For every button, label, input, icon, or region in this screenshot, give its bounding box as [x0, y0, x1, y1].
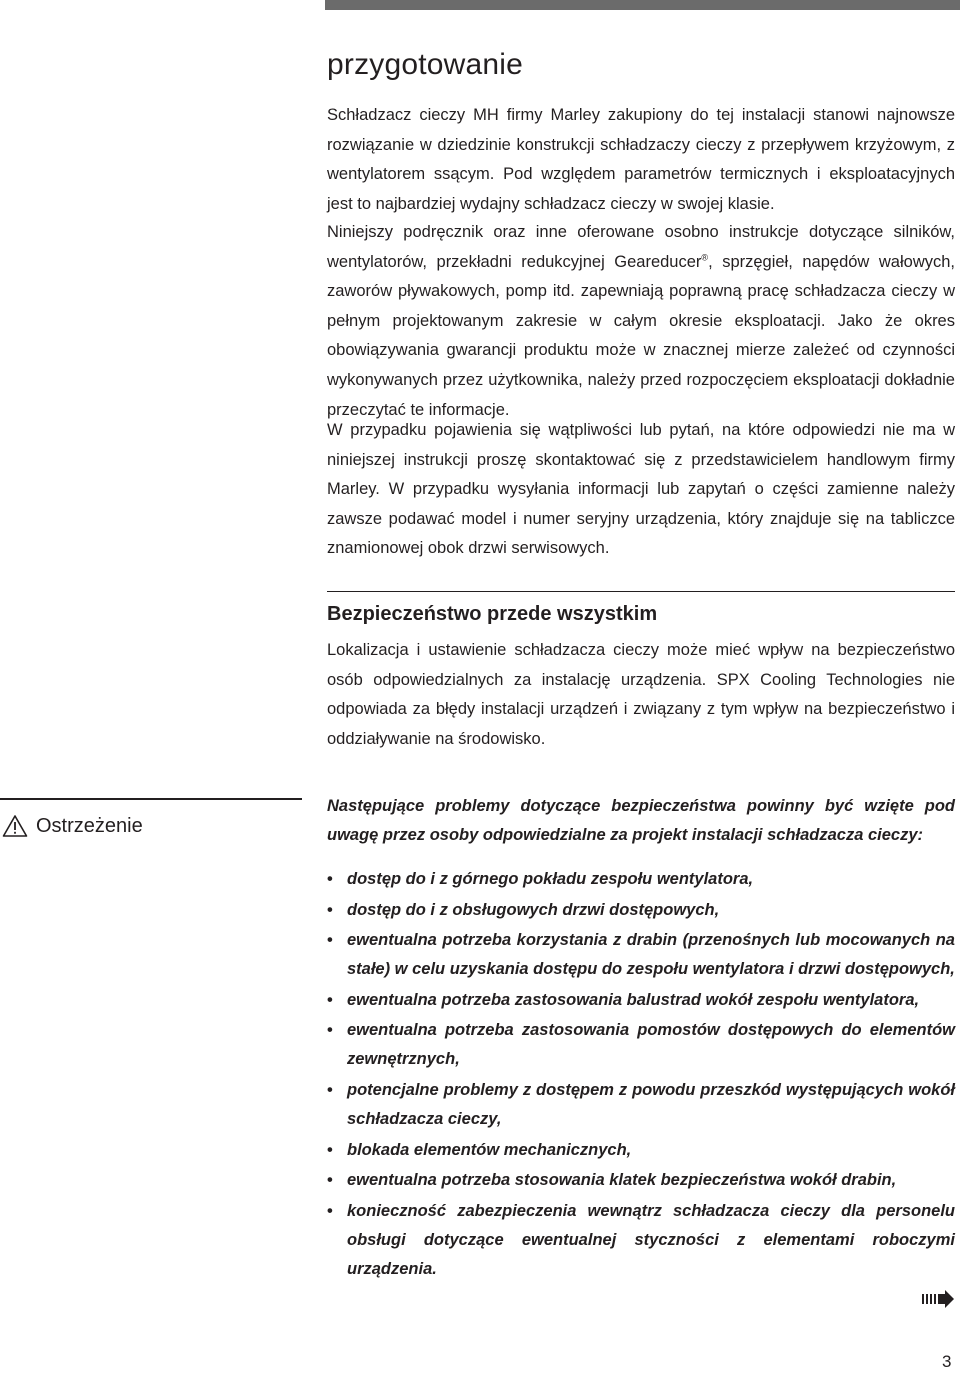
header-bar [325, 0, 960, 10]
list-item-text: blokada elementów mechanicznych, [347, 1140, 632, 1159]
bullet: • [327, 900, 333, 919]
list-item [327, 1197, 955, 1284]
warning-list [327, 865, 955, 1285]
safety-text: Lokalizacja i ustawienie schładzacza cieczy może mieć wpływ na bezpieczeństwo osób odpowiedzialnych za instalację urządzenia. SPX Cooling Technologies nie odpowiada za błędy instalacji urządzeń i związany z tym wpływ na bezpieczeństwo i oddziaływanie na środowisko. [327, 641, 955, 748]
list-item [327, 1136, 955, 1165]
intro-paragraph-3 [327, 416, 955, 564]
intro-text-3: W przypadku pojawienia się wątpliwości lub pytań, na które odpowiedzi nie ma w niniejszej instrukcji proszę skontaktować się z przedstawicielem handlowym firmy Marley. W przypadku wysyłania informacji lub zapytań o części zamienne należy zawsze podawać model i numer seryjny urządzenia, który znajduje się na tabliczce znamionowej obok drzwi serwisowych. [327, 421, 955, 558]
registered-mark: ® [701, 252, 709, 263]
list-item-text: potencjalne problemy z dostępem z powodu przeszkód występujących wokół schładzacza cieczy, [347, 1080, 955, 1128]
list-item [327, 1166, 955, 1195]
list-item [327, 1016, 955, 1074]
page-title: przygotowanie [327, 48, 524, 82]
bullet: • [327, 1171, 333, 1190]
list-item-text: ewentualna potrzeba zastosowania balustrad wokół zespołu wentylatora, [347, 990, 920, 1009]
bullet: • [327, 1140, 333, 1159]
list-item-text: ewentualna potrzeba korzystania z drabin (przenośnych lub mocowanych na stałe) w celu uzyskania dostępu do zespołu wentylatora i drzwi dostępowych, [347, 931, 955, 979]
warning-label [2, 811, 143, 841]
list-item-text: ewentualna potrzeba zastosowania pomostów dostępowych do elementów zewnętrznych, [347, 1021, 955, 1069]
bullet: • [327, 1201, 333, 1220]
bullet: • [327, 931, 333, 950]
list-item [327, 926, 955, 984]
bullet: • [327, 870, 333, 888]
list-item [327, 865, 955, 894]
bullet: • [327, 1021, 333, 1040]
safety-paragraph [327, 636, 955, 754]
list-item-text: ewentualna potrzeba stosowania klatek bezpieczeństwa wokół drabin, [347, 1171, 897, 1190]
safety-heading: Bezpieczeństwo przede wszystkim [327, 603, 658, 625]
list-item-text: konieczność zabezpieczenia wewnątrz schładzacza cieczy dla personelu obsługi dotyczące ewentualnej styczności z elementami roboczymi urządzenia. [347, 1201, 955, 1278]
warning-divider [0, 798, 302, 800]
warning-intro: Następujące problemy dotyczące bezpieczeństwa powinny być wzięte pod uwagę przez osoby odpowiedzialne za projekt instalacji schładzacza cieczy: [327, 797, 955, 844]
section-divider [327, 591, 955, 592]
intro-text-2a: Niniejszy podręcznik oraz inne oferowane osobno instrukcje dotyczące silników, wentylatorów, przekładni redukcyjnej Geareducer [327, 223, 955, 271]
list-item [327, 896, 955, 925]
list-item [327, 986, 955, 1015]
warning-triangle-icon [2, 814, 28, 838]
page-number: 3 [942, 1352, 952, 1371]
bullet: • [327, 990, 333, 1009]
intro-paragraph-2 [327, 218, 955, 425]
warning-label-text: Ostrzeżenie [36, 814, 143, 837]
continue-arrow-icon [922, 1290, 954, 1308]
intro-paragraph-1 [327, 101, 955, 219]
list-item-text: dostęp do i z górnego pokładu zespołu wentylatora, [347, 870, 754, 888]
list-item [327, 1076, 955, 1134]
list-item-text: dostęp do i z obsługowych drzwi dostępowych, [347, 900, 720, 919]
bullet: • [327, 1080, 333, 1099]
intro-text-1: Schładzacz cieczy MH firmy Marley zakupiony do tej instalacji stanowi najnowsze rozwiązanie w dziedzinie konstrukcji schładzaczy cieczy z przepływem krzyżowym, z wentylatorem ssącym. Pod względem parametrów termicznych i eksploatacyjnych jest to najbardziej wydajny schładzacz cieczy w swojej klasie. [327, 106, 955, 213]
intro-text-2b: , sprzęgieł, napędów wałowych, zaworów pływakowych, pomp itd. zapewniają poprawną pracę schładzacza cieczy w pełnym projektowanym zakresie w całym okresie eksploatacji. Jako że okres obowiązywania gwarancji produktu może w znacznej mierze zależeć od czynności wykonywanych przez użytkownika, należy przed rozpoczęciem eksploatacji dokładnie przeczytać te informacje. [327, 252, 955, 419]
